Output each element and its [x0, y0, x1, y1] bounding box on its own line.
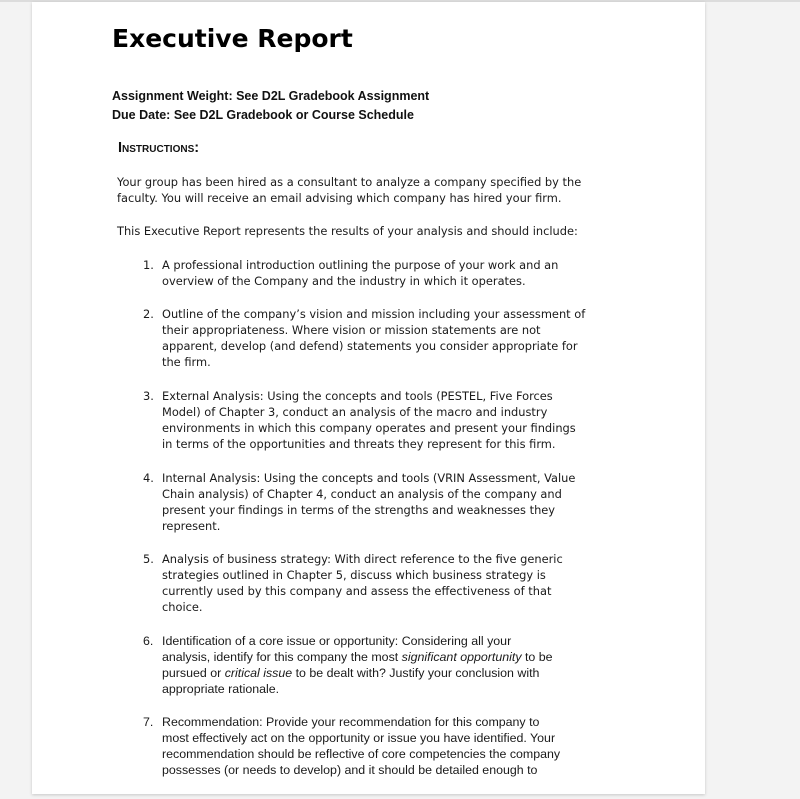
text-segment: to be [521, 650, 553, 664]
text-line: apparent, develop (and defend) statements you consider appropriate for [162, 339, 578, 353]
text-line: A professional introduction outlining the purpose of your work and an [162, 258, 559, 272]
list-item [143, 388, 576, 452]
document-page [32, 2, 705, 794]
list-item [143, 551, 563, 615]
text-segment: to be dealt with? Justify your conclusion with [292, 666, 540, 680]
list-number: 3. [143, 389, 154, 403]
text-line: faculty. You will receive an email advising which company has hired your firm. [117, 191, 562, 205]
text-segment: pursued or [162, 666, 225, 680]
text-line: Internal Analysis: Using the concepts and tools (VRIN Assessment, Value [162, 471, 576, 485]
text-line: Identification of a core issue or opportunity: Considering all your [162, 634, 512, 648]
list-number: 6. [143, 634, 154, 648]
list-number: 4. [143, 471, 154, 485]
text-line: the firm. [162, 355, 211, 369]
list-item [143, 714, 560, 778]
italic-emphasis: significant opportunity [401, 650, 522, 664]
text-line: Analysis of business strategy: With direct reference to the five generic [162, 552, 563, 566]
text-line: Chain analysis) of Chapter 4, conduct an analysis of the company and [162, 487, 562, 501]
italic-emphasis: critical issue [224, 666, 293, 680]
text-line: currently used by this company and assess the effectiveness of that [162, 584, 552, 598]
text-line: overview of the Company and the industry in which it operates. [162, 274, 526, 288]
text-line: appropriate rationale. [162, 682, 280, 696]
text-line [162, 665, 553, 681]
list-number: 2. [143, 307, 154, 321]
assignment-weight: Assignment Weight: See D2L Gradebook Assignment [112, 89, 430, 103]
text-line: in terms of the opportunities and threats they represent for this firm. [162, 437, 556, 451]
lead-paragraph: This Executive Report represents the results of your analysis and should include: [117, 224, 578, 238]
text-line: Your group has been hired as a consultant to analyze a company specified by the [117, 175, 582, 189]
text-line: Recommendation: Provide your recommendation for this company to [162, 715, 540, 729]
list-number: 5. [143, 552, 154, 566]
text-line: present your findings in terms of the strengths and weaknesses they [162, 503, 556, 517]
text-line: environments in which this company operates and present your findings [162, 421, 576, 435]
list-number: 1. [143, 258, 154, 272]
text-line: External Analysis: Using the concepts and tools (PESTEL, Five Forces [162, 389, 553, 403]
page-title: Executive Report [112, 24, 353, 53]
list-item [143, 470, 575, 534]
text-line: Model) of Chapter 3, conduct an analysis of the macro and industry [162, 405, 548, 419]
intro-paragraph [117, 174, 581, 206]
due-date: Due Date: See D2L Gradebook or Course Schedule [112, 108, 414, 122]
text-line: choice. [162, 600, 203, 614]
text-line: Outline of the company’s vision and mission including your assessment of [162, 307, 586, 321]
list-item [143, 306, 585, 370]
text-line: recommendation should be reflective of core competencies the company [162, 747, 561, 761]
text-line: most effectively act on the opportunity or issue you have identified. Your [162, 731, 556, 745]
text-line: their appropriateness. Where vision or mission statements are not [162, 323, 541, 337]
text-segment: analysis, identify for this company the most [162, 650, 402, 664]
instructions-heading: Instructions: [118, 140, 200, 156]
text-line: strategies outlined in Chapter 5, discuss which business strategy is [162, 568, 546, 582]
text-line [162, 649, 553, 665]
text-line: represent. [162, 519, 221, 533]
list-number: 7. [143, 715, 154, 729]
text-line: possesses (or needs to develop) and it should be detailed enough to [162, 763, 538, 777]
list-item [143, 633, 553, 697]
list-item [143, 257, 558, 289]
